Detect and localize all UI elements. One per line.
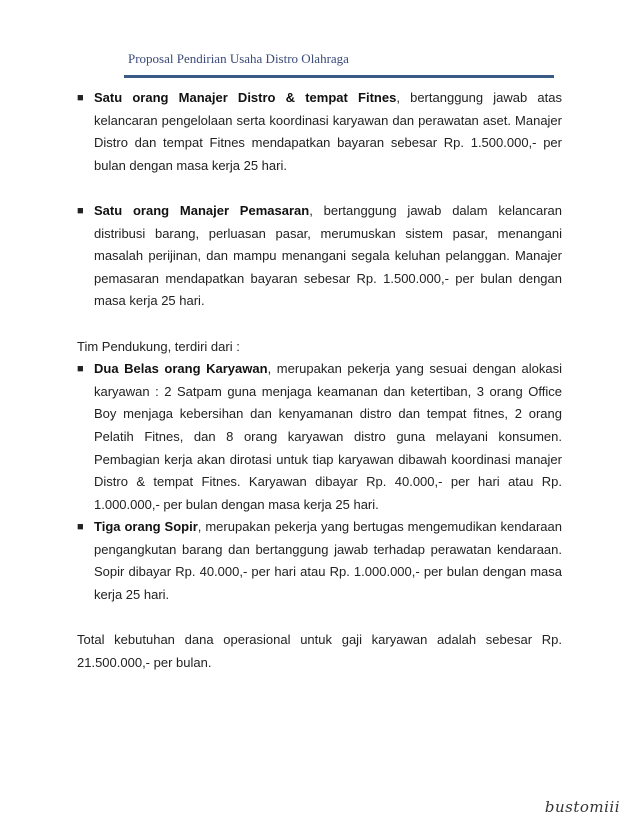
- list-item-text: [94, 200, 562, 313]
- list-item-text: [94, 87, 562, 177]
- signature-text: bustomiii: [544, 798, 620, 816]
- square-bullet-icon: ■: [77, 204, 84, 217]
- list-item-manajer-distro: [77, 87, 562, 177]
- document-body: [77, 87, 562, 674]
- square-bullet-icon: ■: [77, 92, 84, 104]
- list-item-body: , merupakan pekerja yang sesuai dengan alokasi karyawan : 2 Satpam guna menjaga keamanan dan ketertiban, 3 orang Office Boy menjaga kebersihan dan kenyamanan distro dan tempat fitnes, 2 orang Pelatih Fitnes, dan 8 orang karyawan distro guna melayani konsumen. Pembagian kerja akan dirotasi untuk tiap karyawan dibawah koordinasi manajer Distro & tempat Fitnes. Karyawan dibayar Rp. 40.000,- per hari atau Rp. 1.000.000,- per bulan dengan masa kerja 25 hari.: [94, 361, 562, 512]
- list-item-body: , bertanggung jawab atas kelancaran pengelolaan serta koordinasi karyawan dan perawatan aset. Manajer Distro dan tempat Fitnes mendapatkan bayaran sebesar Rp. 1.500.000,- per bulan dengan masa kerja 25 hari.: [94, 90, 562, 173]
- list-item-karyawan: [77, 358, 562, 516]
- list-item-bold: Dua Belas orang Karyawan: [94, 361, 268, 377]
- document-header-title: Proposal Pendirian Usaha Distro Olahraga: [128, 51, 349, 66]
- list-item-text: [94, 358, 562, 516]
- square-bullet-icon: ■: [77, 363, 84, 376]
- list-item-body: , merupakan pekerja yang bertugas mengemudikan kendaraan pengangkutan barang dan bertanggung jawab terhadap perawatan kendaraan. Sopir dibayar Rp. 40.000,- per hari atau Rp. 1.000.000,- per bulan dengan masa kerja 25 hari.: [94, 519, 562, 603]
- list-item-sopir: [77, 516, 562, 606]
- support-heading: Tim Pendukung, terdiri dari :: [77, 338, 240, 354]
- list-item-bold: Satu orang Manajer Pemasaran: [94, 202, 310, 218]
- square-bullet-icon: ■: [77, 521, 84, 534]
- total-paragraph: Total kebutuhan dana operasional untuk gaji karyawan adalah sebesar Rp. 21.500.000,- per bulan.: [77, 632, 562, 670]
- list-item-text: [94, 516, 562, 606]
- list-item-manajer-pemasaran: [77, 200, 562, 313]
- list-item-bold: Tiga orang Sopir: [94, 519, 198, 535]
- list-item-bold: Satu orang Manajer Distro & tempat Fitnes: [94, 90, 397, 105]
- header-rule: [124, 75, 554, 78]
- list-item-body: , bertanggung jawab dalam kelancaran distribusi barang, perluasan pasar, merumuskan sistem pasar, menangani masalah perijinan, dan mampu menangani segala keluhan pelanggan. Manajer pemasaran mendapatkan bayaran sebesar Rp. 1.500.000,- per bulan dengan masa kerja 25 hari.: [94, 202, 562, 309]
